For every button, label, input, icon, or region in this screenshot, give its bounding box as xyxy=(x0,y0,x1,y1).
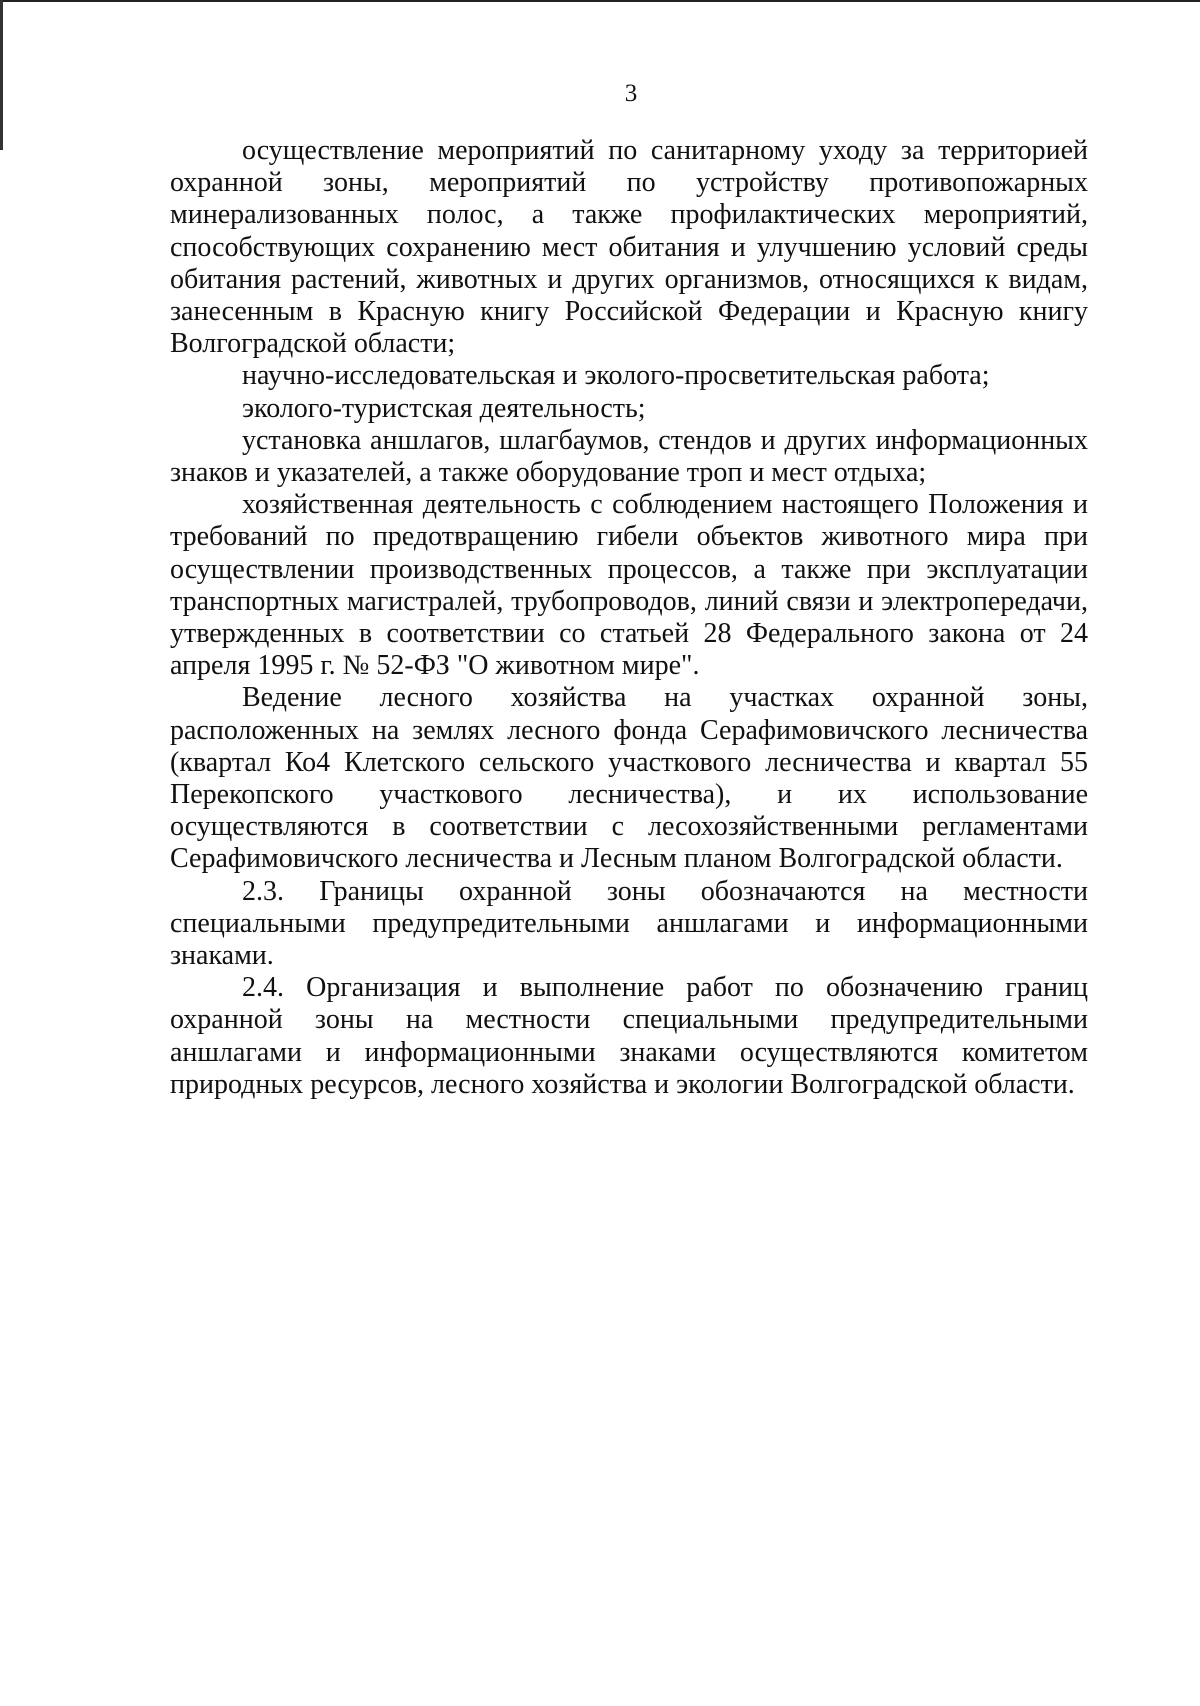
paragraph-research-work: научно-исследовательская и эколого-просветительская работа; xyxy=(242,360,990,392)
paragraph-economic-activity: хозяйственная деятельность с соблюдением настоящего Положения и требований по предотвращению гибели объектов животного мира при осуществлении производственных процессов, а также при эксплуатации транспортных магистралей, трубопроводов, линий связи и электропередачи, утвержденных в соответствии со статьей 28 Федерального закона от 24 апреля 1995 г. № 52-ФЗ "О животном мире". xyxy=(170,489,1088,682)
page-number: 3 xyxy=(624,80,638,107)
paragraph-forestry: Ведение лесного хозяйства на участках охранной зоны, расположенных на землях лесного фонда Серафимовичского лесничества (квартал Ко4 Клетского сельского участкового лесничества и квартал 55 Перекопского участкового лесничества), и их использование осуществляются в соответствии с лесохозяйственными регламентами Серафимовичского лесничества и Лесным планом Волгоградской области. xyxy=(170,682,1088,875)
paragraph-sanitary-care: осуществление мероприятий по санитарному уходу за территорией охранной зоны, мероприятий по устройству противопожарных минерализованных полос, а также профилактических мероприятий, способствующих сохранению мест обитания и улучшению условий среды обитания растений, животных и других организмов, относящихся к видам, занесенным в Красную книгу Российской Федерации и Красную книгу Волгоградской области; xyxy=(170,135,1088,360)
paragraph-section-2-4: 2.4. Организация и выполнение работ по обозначению границ охранной зоны на местности специальными предупредительными аншлагами и информационными знаками осуществляются комитетом природных ресурсов, лесного хозяйства и экологии Волгоградской области. xyxy=(170,972,1088,1100)
paragraph-eco-tourism: эколого-туристская деятельность; xyxy=(242,392,646,424)
scan-edge-left xyxy=(0,0,3,150)
document-body xyxy=(170,135,1088,1101)
scan-edge-top xyxy=(0,0,1200,2)
paragraph-signs-installation: установка аншлагов, шлагбаумов, стендов и других информационных знаков и указателей, а также оборудование троп и мест отдыха; xyxy=(170,424,1088,489)
paragraph-section-2-3: 2.3. Границы охранной зоны обозначаются на местности специальными предупредительными аншлагами и информационными знаками. xyxy=(170,875,1088,972)
